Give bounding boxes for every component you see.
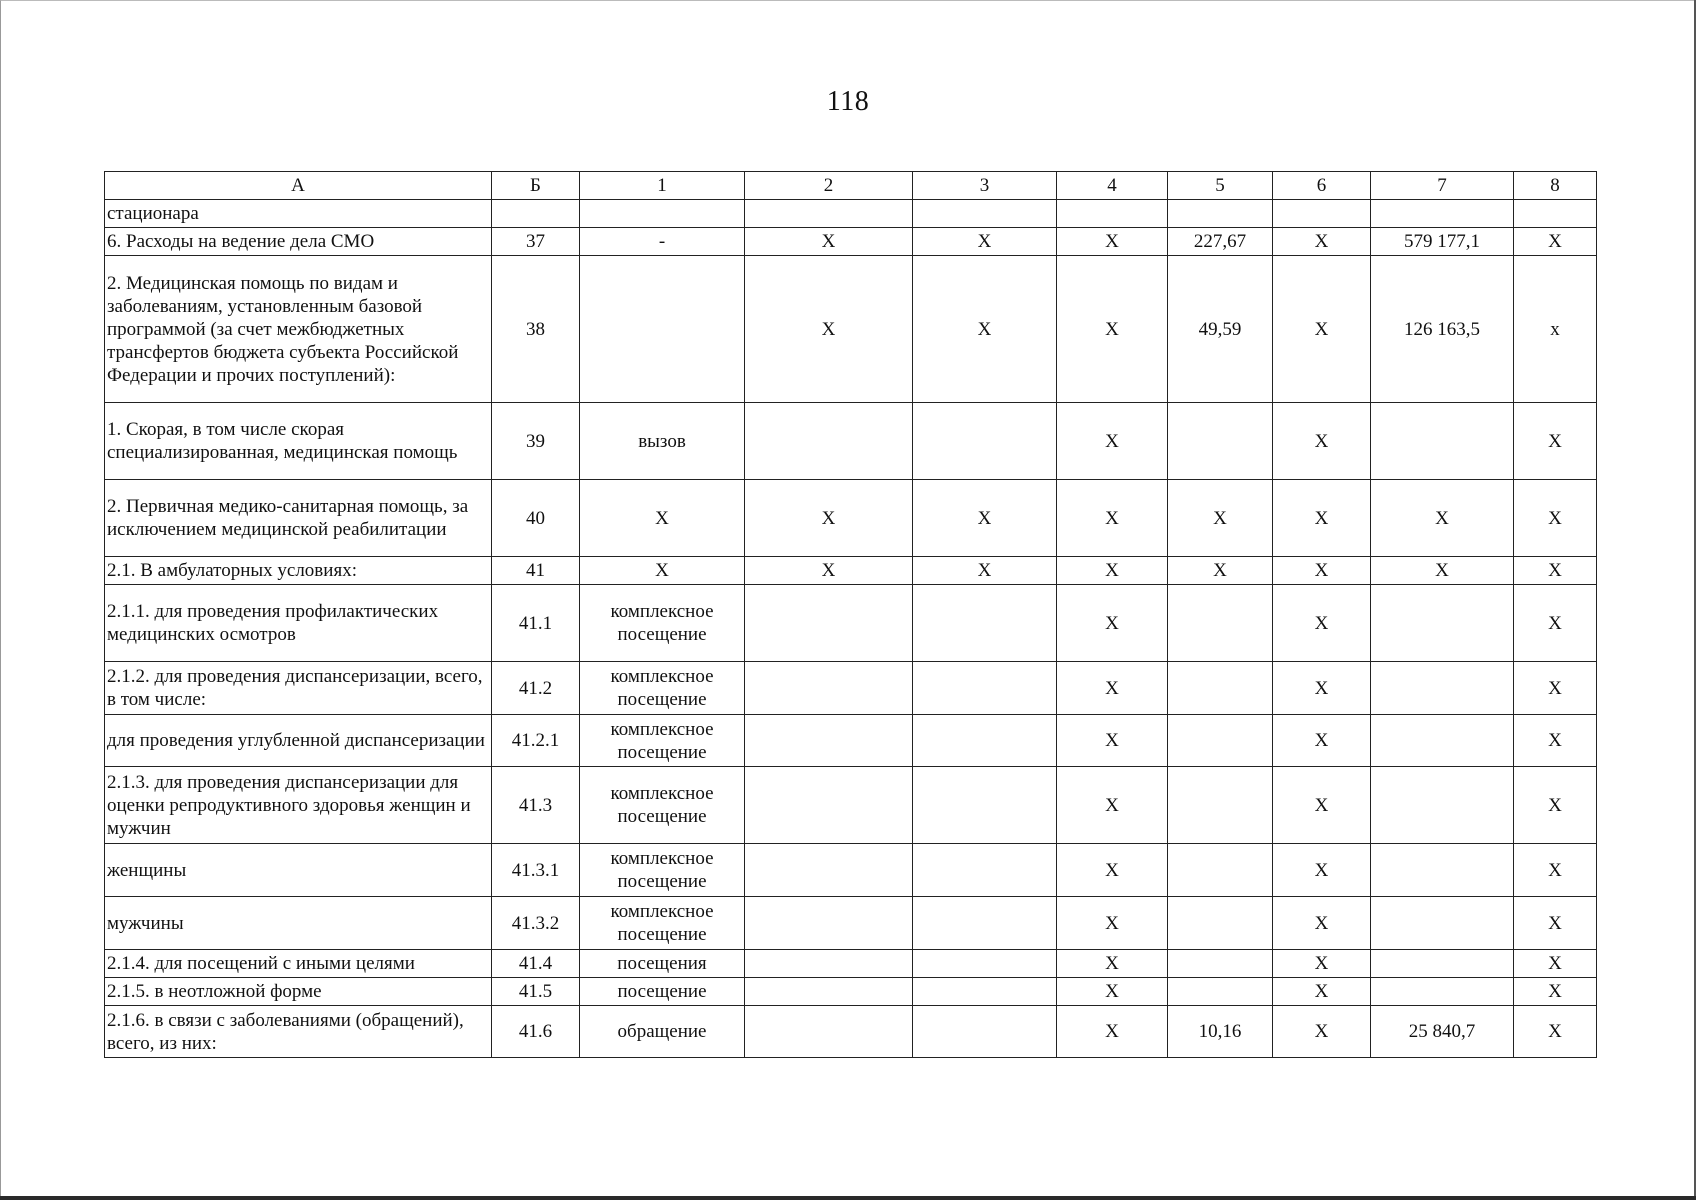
- row-col-2: [745, 662, 913, 715]
- row-unit: Х: [580, 557, 745, 585]
- row-col-4: Х: [1057, 950, 1168, 978]
- row-col-4: Х: [1057, 480, 1168, 557]
- row-unit: комплексное посещение: [580, 662, 745, 715]
- row-col-7: [1371, 897, 1514, 950]
- row-col-3: [913, 585, 1057, 662]
- row-col-4: [1057, 200, 1168, 228]
- row-col-5: [1168, 950, 1273, 978]
- table-row: [105, 897, 1597, 950]
- row-col-6: Х: [1273, 403, 1371, 480]
- row-col-2: [745, 978, 913, 1006]
- row-col-2: Х: [745, 228, 913, 256]
- row-col-8: Х: [1514, 1006, 1597, 1058]
- row-col-7: [1371, 662, 1514, 715]
- row-col-7: [1371, 403, 1514, 480]
- table-row: [105, 844, 1597, 897]
- row-col-6: Х: [1273, 715, 1371, 767]
- table-row: [105, 950, 1597, 978]
- row-col-2: [745, 897, 913, 950]
- row-col-2: Х: [745, 256, 913, 403]
- row-col-4: Х: [1057, 978, 1168, 1006]
- row-col-4: Х: [1057, 403, 1168, 480]
- row-col-3: [913, 950, 1057, 978]
- table-row: [105, 256, 1597, 403]
- row-code: 39: [492, 403, 580, 480]
- row-col-3: Х: [913, 228, 1057, 256]
- row-unit: комплексное посещение: [580, 897, 745, 950]
- row-col-6: Х: [1273, 662, 1371, 715]
- row-name: 2. Медицинская помощь по видам и заболеваниям, установленным базовой программой (за счет межбюджетных трансфертов бюджета субъекта Российской Федерации и прочих поступлений):: [105, 256, 492, 403]
- row-col-7: [1371, 585, 1514, 662]
- row-col-4: Х: [1057, 557, 1168, 585]
- row-col-2: [745, 844, 913, 897]
- row-col-4: Х: [1057, 662, 1168, 715]
- row-col-8: Х: [1514, 480, 1597, 557]
- row-name: 2.1.4. для посещений с иными целями: [105, 950, 492, 978]
- row-col-3: Х: [913, 256, 1057, 403]
- row-col-4: Х: [1057, 767, 1168, 844]
- row-col-6: Х: [1273, 557, 1371, 585]
- row-col-3: [913, 662, 1057, 715]
- row-code: 38: [492, 256, 580, 403]
- row-name: для проведения углубленной диспансеризации: [105, 715, 492, 767]
- row-unit: комплексное посещение: [580, 844, 745, 897]
- row-name: 2. Первичная медико-санитарная помощь, за исключением медицинской реабилитации: [105, 480, 492, 557]
- row-col-8: Х: [1514, 950, 1597, 978]
- row-col-8: Х: [1514, 662, 1597, 715]
- row-col-5: [1168, 767, 1273, 844]
- row-col-3: [913, 978, 1057, 1006]
- row-unit: Х: [580, 480, 745, 557]
- table-row: [105, 200, 1597, 228]
- row-col-3: [913, 200, 1057, 228]
- row-col-5: [1168, 844, 1273, 897]
- row-col-5: [1168, 585, 1273, 662]
- row-code: 41.3.2: [492, 897, 580, 950]
- row-col-6: Х: [1273, 767, 1371, 844]
- row-col-4: Х: [1057, 897, 1168, 950]
- row-name: 2.1.6. в связи с заболеваниями (обращений), всего, из них:: [105, 1006, 492, 1058]
- header-cell-7: 7: [1371, 172, 1514, 200]
- header-cell-a: А: [105, 172, 492, 200]
- table-header-row: [105, 172, 1597, 200]
- row-col-8: [1514, 200, 1597, 228]
- row-name: стационара: [105, 200, 492, 228]
- row-col-2: [745, 403, 913, 480]
- row-col-5: [1168, 200, 1273, 228]
- row-col-6: [1273, 200, 1371, 228]
- row-col-6: Х: [1273, 950, 1371, 978]
- row-col-3: [913, 1006, 1057, 1058]
- row-col-5: Х: [1168, 557, 1273, 585]
- row-col-7: 25 840,7: [1371, 1006, 1514, 1058]
- row-col-4: Х: [1057, 256, 1168, 403]
- table-row: [105, 228, 1597, 256]
- row-col-5: Х: [1168, 480, 1273, 557]
- row-unit: обращение: [580, 1006, 745, 1058]
- row-col-4: Х: [1057, 1006, 1168, 1058]
- row-col-5: [1168, 662, 1273, 715]
- row-col-3: [913, 715, 1057, 767]
- row-col-2: [745, 715, 913, 767]
- row-col-5: 49,59: [1168, 256, 1273, 403]
- row-name: 2.1.1. для проведения профилактических медицинских осмотров: [105, 585, 492, 662]
- header-cell-8: 8: [1514, 172, 1597, 200]
- row-col-6: Х: [1273, 480, 1371, 557]
- row-unit: посещение: [580, 978, 745, 1006]
- row-code: 37: [492, 228, 580, 256]
- row-col-2: [745, 1006, 913, 1058]
- page-number: 118: [826, 86, 870, 117]
- row-col-7: [1371, 200, 1514, 228]
- table-row: [105, 403, 1597, 480]
- row-col-4: Х: [1057, 228, 1168, 256]
- row-col-3: [913, 767, 1057, 844]
- table-row: [105, 557, 1597, 585]
- header-cell-b: Б: [492, 172, 580, 200]
- table-row: [105, 978, 1597, 1006]
- row-name: женщины: [105, 844, 492, 897]
- row-name: мужчины: [105, 897, 492, 950]
- data-table: [104, 171, 1597, 1058]
- header-cell-3: 3: [913, 172, 1057, 200]
- row-col-8: Х: [1514, 978, 1597, 1006]
- row-col-7: 579 177,1: [1371, 228, 1514, 256]
- row-code: 41.3.1: [492, 844, 580, 897]
- row-col-2: [745, 200, 913, 228]
- row-col-4: Х: [1057, 844, 1168, 897]
- row-col-7: [1371, 950, 1514, 978]
- row-col-5: [1168, 715, 1273, 767]
- row-col-4: Х: [1057, 585, 1168, 662]
- row-unit: [580, 256, 745, 403]
- row-col-8: Х: [1514, 715, 1597, 767]
- row-col-8: Х: [1514, 844, 1597, 897]
- row-col-3: [913, 897, 1057, 950]
- row-code: 40: [492, 480, 580, 557]
- row-col-6: Х: [1273, 897, 1371, 950]
- row-unit: комплексное посещение: [580, 715, 745, 767]
- row-code: 41.2: [492, 662, 580, 715]
- row-col-2: [745, 585, 913, 662]
- row-unit: комплексное посещение: [580, 585, 745, 662]
- row-name: 1. Скорая, в том числе скорая специализированная, медицинская помощь: [105, 403, 492, 480]
- table-row: [105, 767, 1597, 844]
- row-name: 2.1.5. в неотложной форме: [105, 978, 492, 1006]
- row-col-2: [745, 767, 913, 844]
- row-col-6: Х: [1273, 1006, 1371, 1058]
- row-col-7: [1371, 844, 1514, 897]
- row-col-6: Х: [1273, 978, 1371, 1006]
- row-col-2: Х: [745, 557, 913, 585]
- table-row: [105, 1006, 1597, 1058]
- row-col-8: Х: [1514, 403, 1597, 480]
- row-name: 2.1.3. для проведения диспансеризации для оценки репродуктивного здоровья женщин и мужчин: [105, 767, 492, 844]
- row-col-2: [745, 950, 913, 978]
- row-col-3: [913, 403, 1057, 480]
- row-code: [492, 200, 580, 228]
- row-code: 41.3: [492, 767, 580, 844]
- row-col-5: [1168, 978, 1273, 1006]
- row-unit: вызов: [580, 403, 745, 480]
- row-col-6: Х: [1273, 228, 1371, 256]
- row-col-4: Х: [1057, 715, 1168, 767]
- row-col-5: [1168, 897, 1273, 950]
- row-col-7: Х: [1371, 480, 1514, 557]
- row-col-7: [1371, 715, 1514, 767]
- header-cell-1: 1: [580, 172, 745, 200]
- row-col-8: Х: [1514, 557, 1597, 585]
- row-col-6: Х: [1273, 585, 1371, 662]
- row-name: 2.1. В амбулаторных условиях:: [105, 557, 492, 585]
- row-unit: посещения: [580, 950, 745, 978]
- row-col-3: Х: [913, 557, 1057, 585]
- row-unit: комплексное посещение: [580, 767, 745, 844]
- row-col-8: Х: [1514, 897, 1597, 950]
- row-col-8: х: [1514, 256, 1597, 403]
- row-code: 41.4: [492, 950, 580, 978]
- row-col-8: Х: [1514, 585, 1597, 662]
- row-code: 41.1: [492, 585, 580, 662]
- row-code: 41.6: [492, 1006, 580, 1058]
- header-cell-5: 5: [1168, 172, 1273, 200]
- row-col-5: 10,16: [1168, 1006, 1273, 1058]
- row-col-6: Х: [1273, 844, 1371, 897]
- row-code: 41: [492, 557, 580, 585]
- table-row: [105, 480, 1597, 557]
- row-unit: -: [580, 228, 745, 256]
- row-col-7: Х: [1371, 557, 1514, 585]
- row-col-3: Х: [913, 480, 1057, 557]
- header-cell-6: 6: [1273, 172, 1371, 200]
- row-col-7: 126 163,5: [1371, 256, 1514, 403]
- row-col-3: [913, 844, 1057, 897]
- row-col-6: Х: [1273, 256, 1371, 403]
- row-col-5: 227,67: [1168, 228, 1273, 256]
- row-name: 6. Расходы на ведение дела СМО: [105, 228, 492, 256]
- row-col-7: [1371, 767, 1514, 844]
- header-cell-4: 4: [1057, 172, 1168, 200]
- table-row: [105, 715, 1597, 767]
- row-code: 41.2.1: [492, 715, 580, 767]
- row-col-7: [1371, 978, 1514, 1006]
- row-col-8: Х: [1514, 767, 1597, 844]
- table-row: [105, 585, 1597, 662]
- table-row: [105, 662, 1597, 715]
- row-col-5: [1168, 403, 1273, 480]
- scan-edge-bottom: [0, 1196, 1696, 1200]
- row-col-8: Х: [1514, 228, 1597, 256]
- row-name: 2.1.2. для проведения диспансеризации, всего, в том числе:: [105, 662, 492, 715]
- row-code: 41.5: [492, 978, 580, 1006]
- row-col-2: Х: [745, 480, 913, 557]
- header-cell-2: 2: [745, 172, 913, 200]
- row-unit: [580, 200, 745, 228]
